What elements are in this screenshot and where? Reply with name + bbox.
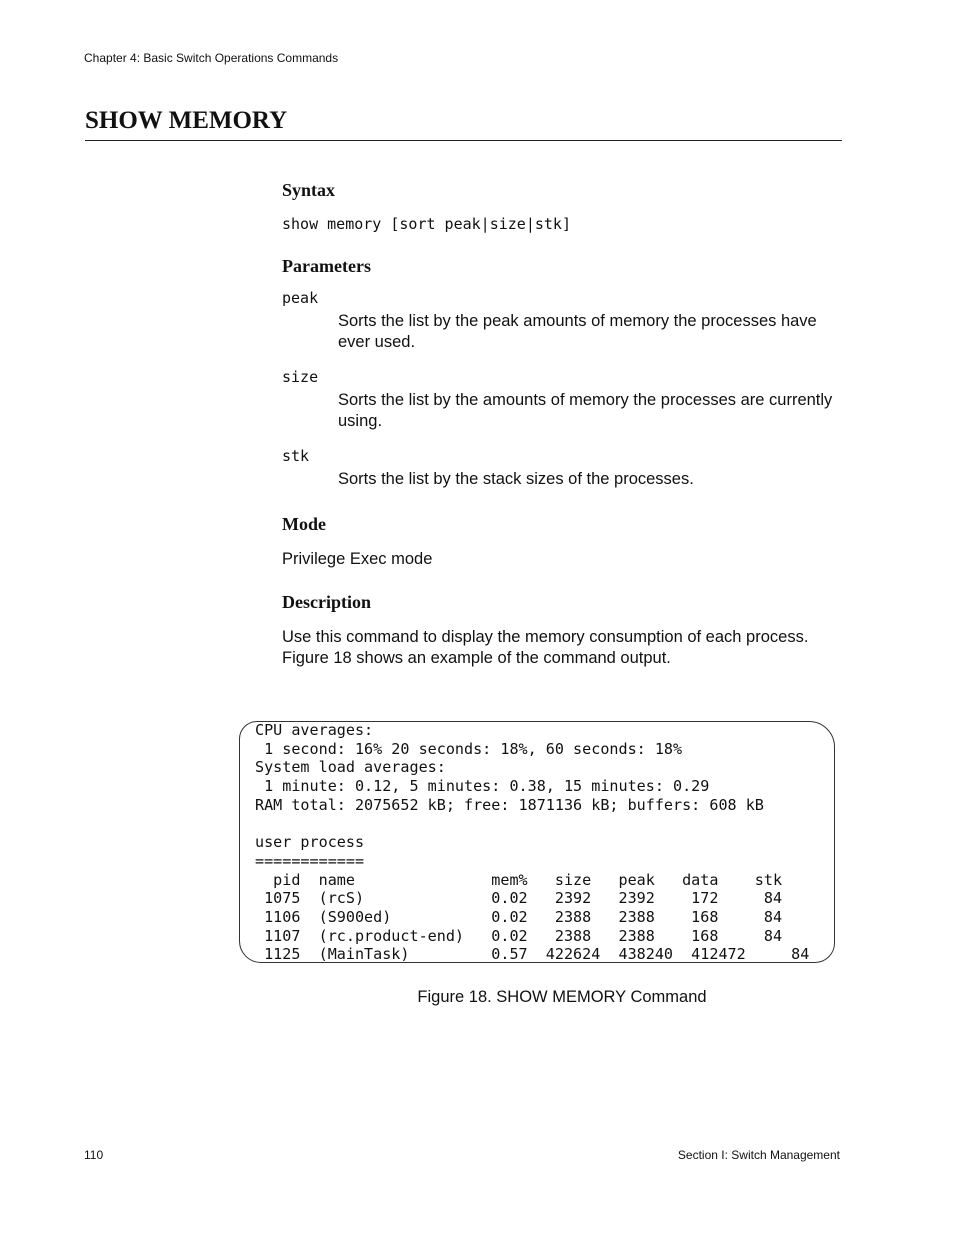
content-column bbox=[282, 178, 842, 669]
parameter-name: size bbox=[282, 368, 319, 386]
parameter-name: peak bbox=[282, 289, 319, 307]
parameter-size bbox=[282, 367, 842, 432]
parameter-stk bbox=[282, 446, 842, 490]
parameter-description: Sorts the list by the peak amounts of memory the processes have ever used. bbox=[338, 312, 817, 351]
figure-caption: Figure 18. SHOW MEMORY Command bbox=[417, 988, 707, 1006]
footer-section-title: Section I: Switch Management bbox=[677, 1148, 840, 1162]
title-rule bbox=[85, 140, 842, 141]
description-text: Use this command to display the memory consumption of each process. Figure 18 shows an example of the command output. bbox=[282, 628, 809, 667]
syntax-heading: Syntax bbox=[282, 180, 336, 200]
parameter-peak bbox=[282, 288, 842, 353]
running-header: Chapter 4: Basic Switch Operations Commands bbox=[84, 51, 339, 65]
command-output-box bbox=[239, 721, 835, 963]
mode-heading: Mode bbox=[282, 514, 326, 534]
parameter-description: Sorts the list by the amounts of memory the processes are currently using. bbox=[338, 391, 833, 430]
parameters-heading: Parameters bbox=[282, 256, 371, 276]
command-output: CPU averages: 1 second: 16% 20 seconds: 18%, 60 seconds: 18% System load averages: 1 minute: 0.12, 5 minutes: 0.38, 15 minutes: 0.29 RAM total: 2075652 kB; free: 1871136 kB; buffers: 608 kB user process ============ pid name mem% size peak data stk 1075 (rcS) 0.02 2392 2392 172 84 1106 (S900ed) 0.02 2388 2388 168 84 1107 (rc.product-end) 0.02 2388 2388 168 84 1125 (MainTask) 0.57 422624 438240 412472 84 bbox=[255, 721, 810, 964]
mode-text: Privilege Exec mode bbox=[282, 550, 433, 568]
parameter-description: Sorts the list by the stack sizes of the processes. bbox=[338, 470, 694, 488]
description-heading: Description bbox=[282, 592, 371, 612]
syntax-command: show memory [sort peak|size|stk] bbox=[282, 215, 571, 233]
page-title: SHOW MEMORY bbox=[85, 107, 288, 134]
parameter-name: stk bbox=[282, 447, 310, 465]
page-number: 110 bbox=[84, 1148, 104, 1162]
